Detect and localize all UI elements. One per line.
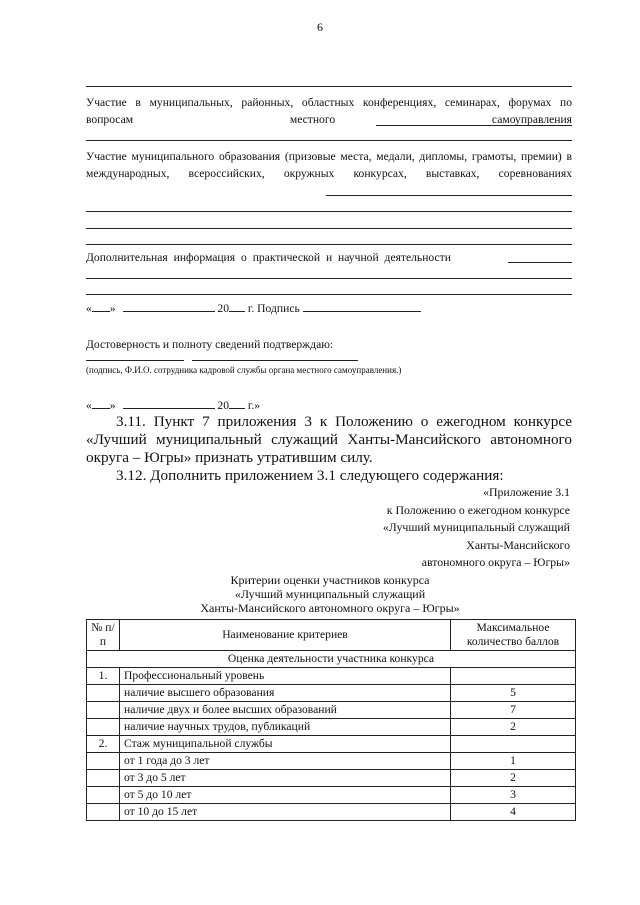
amendment-3-11 bbox=[86, 413, 572, 467]
conferences-text: Участие в муниципальных, районных, областных конференциях, семинарах, форумах по вопросам местного самоуправления bbox=[86, 96, 572, 126]
appendix-line: автономного округа – Югры» bbox=[421, 555, 570, 569]
confirm-signature-line[interactable] bbox=[86, 360, 184, 361]
row-num bbox=[87, 753, 120, 770]
amendment-3-12: 3.12. Дополнить приложением 3.1 следующего содержания: bbox=[116, 467, 504, 484]
blank-line[interactable] bbox=[86, 294, 572, 295]
awards-answer-line[interactable] bbox=[326, 195, 572, 196]
additional-info-text: Дополнительная информация о практической и научной деятельности bbox=[86, 251, 451, 264]
row-score bbox=[451, 668, 576, 685]
table-row bbox=[87, 787, 576, 804]
table-title-line: «Лучший муниципальный служащий bbox=[234, 587, 426, 601]
row-num: 2. bbox=[87, 736, 120, 753]
year-prefix: 20 bbox=[217, 399, 229, 412]
page-number: 6 bbox=[317, 20, 323, 34]
row-name: от 5 до 10 лет bbox=[120, 787, 451, 804]
signature-caption: (подпись, Ф.И.О. сотрудника кадровой службы органа местного самоуправления.) bbox=[86, 365, 402, 375]
date-signature-row bbox=[86, 299, 456, 317]
row-name: от 1 года до 3 лет bbox=[120, 753, 451, 770]
row-score: 2 bbox=[451, 770, 576, 787]
row-score: 2 bbox=[451, 719, 576, 736]
table-title bbox=[0, 573, 640, 615]
appendix-header bbox=[270, 484, 570, 572]
table-row bbox=[87, 770, 576, 787]
day-field[interactable] bbox=[92, 299, 110, 312]
table-row bbox=[87, 736, 576, 753]
row-num bbox=[87, 804, 120, 821]
form-top-line bbox=[86, 86, 572, 87]
appendix-line: «Приложение 3.1 bbox=[483, 485, 570, 499]
month-field[interactable] bbox=[123, 396, 215, 409]
table-row bbox=[87, 719, 576, 736]
row-num bbox=[87, 685, 120, 702]
table-row bbox=[87, 753, 576, 770]
row-score: 1 bbox=[451, 753, 576, 770]
confirm-name-line[interactable] bbox=[192, 360, 358, 361]
row-num bbox=[87, 702, 120, 719]
row-name: наличие научных трудов, публикаций bbox=[120, 719, 451, 736]
row-num bbox=[87, 770, 120, 787]
row-name: Профессиональный уровень bbox=[120, 668, 451, 685]
awards-text: Участие муниципального образования (призовые места, медали, дипломы, грамоты, премии) в международных, всероссийских, окружных конкурсах, выставках, соревнованиях bbox=[86, 150, 572, 180]
signature-label: Подпись bbox=[257, 302, 300, 315]
blank-line[interactable] bbox=[86, 211, 572, 212]
row-name: наличие высшего образования bbox=[120, 685, 451, 702]
close-quote: » bbox=[109, 399, 116, 412]
table-header-row bbox=[87, 620, 576, 651]
table-row bbox=[87, 668, 576, 685]
signature-field[interactable] bbox=[303, 299, 421, 312]
row-num: 1. bbox=[87, 668, 120, 685]
table-row bbox=[87, 702, 576, 719]
row-name: Стаж муниципальной службы bbox=[120, 736, 451, 753]
row-name: наличие двух и более высших образований bbox=[120, 702, 451, 719]
header-score: Максимальное количество баллов bbox=[451, 620, 576, 651]
blank-line[interactable] bbox=[86, 228, 572, 229]
row-score: 4 bbox=[451, 804, 576, 821]
close-quote: » bbox=[109, 302, 116, 315]
blank-line[interactable] bbox=[86, 278, 572, 279]
header-num: № п/п bbox=[87, 620, 120, 651]
amendment-3-11-text: 3.11. Пункт 7 приложения 3 к Положению о ежегодном конкурсе «Лучший муниципальный служащий Ханты-Мансийского автономного округа – Югры» признать утратившим силу. bbox=[86, 413, 572, 466]
awards-field-label bbox=[86, 148, 572, 182]
year-suffix: г.» bbox=[247, 399, 261, 412]
year-suffix: г. bbox=[247, 302, 255, 315]
table-row bbox=[87, 685, 576, 702]
criteria-table bbox=[86, 619, 576, 821]
appendix-line: «Лучший муниципальный служащий bbox=[382, 520, 570, 534]
year-field[interactable] bbox=[229, 299, 245, 312]
row-score bbox=[451, 736, 576, 753]
additional-info-answer-line[interactable] bbox=[508, 262, 572, 263]
section-title: Оценка деятельности участника конкурса bbox=[87, 651, 576, 668]
row-name: от 3 до 5 лет bbox=[120, 770, 451, 787]
row-score: 5 bbox=[451, 685, 576, 702]
row-num bbox=[87, 719, 120, 736]
year-field[interactable] bbox=[229, 396, 245, 409]
open-quote: « bbox=[86, 399, 92, 412]
row-score: 3 bbox=[451, 787, 576, 804]
additional-info-label bbox=[86, 249, 506, 266]
appendix-line: Ханты-Мансийского bbox=[466, 537, 570, 552]
row-name: от 10 до 15 лет bbox=[120, 804, 451, 821]
header-name: Наименование критериев bbox=[120, 620, 451, 651]
day-field[interactable] bbox=[92, 396, 110, 409]
date-row-2 bbox=[86, 396, 346, 414]
confirm-text: Достоверность и полноту сведений подтверждаю: bbox=[86, 338, 334, 351]
year-prefix: 20 bbox=[217, 302, 229, 315]
blank-line[interactable] bbox=[86, 140, 572, 141]
conferences-answer-line[interactable] bbox=[376, 125, 572, 126]
conferences-field-label bbox=[86, 94, 572, 128]
table-title-line: Ханты-Мансийского автономного округа – Югры» bbox=[200, 601, 460, 615]
month-field[interactable] bbox=[123, 299, 215, 312]
table-title-line: Критерии оценки участников конкурса bbox=[230, 573, 430, 587]
table-row bbox=[87, 804, 576, 821]
open-quote: « bbox=[86, 302, 92, 315]
row-score: 7 bbox=[451, 702, 576, 719]
blank-line[interactable] bbox=[86, 244, 572, 245]
table-section-row bbox=[87, 651, 576, 668]
row-num bbox=[87, 787, 120, 804]
appendix-line: к Положению о ежегодном конкурсе bbox=[386, 502, 570, 517]
